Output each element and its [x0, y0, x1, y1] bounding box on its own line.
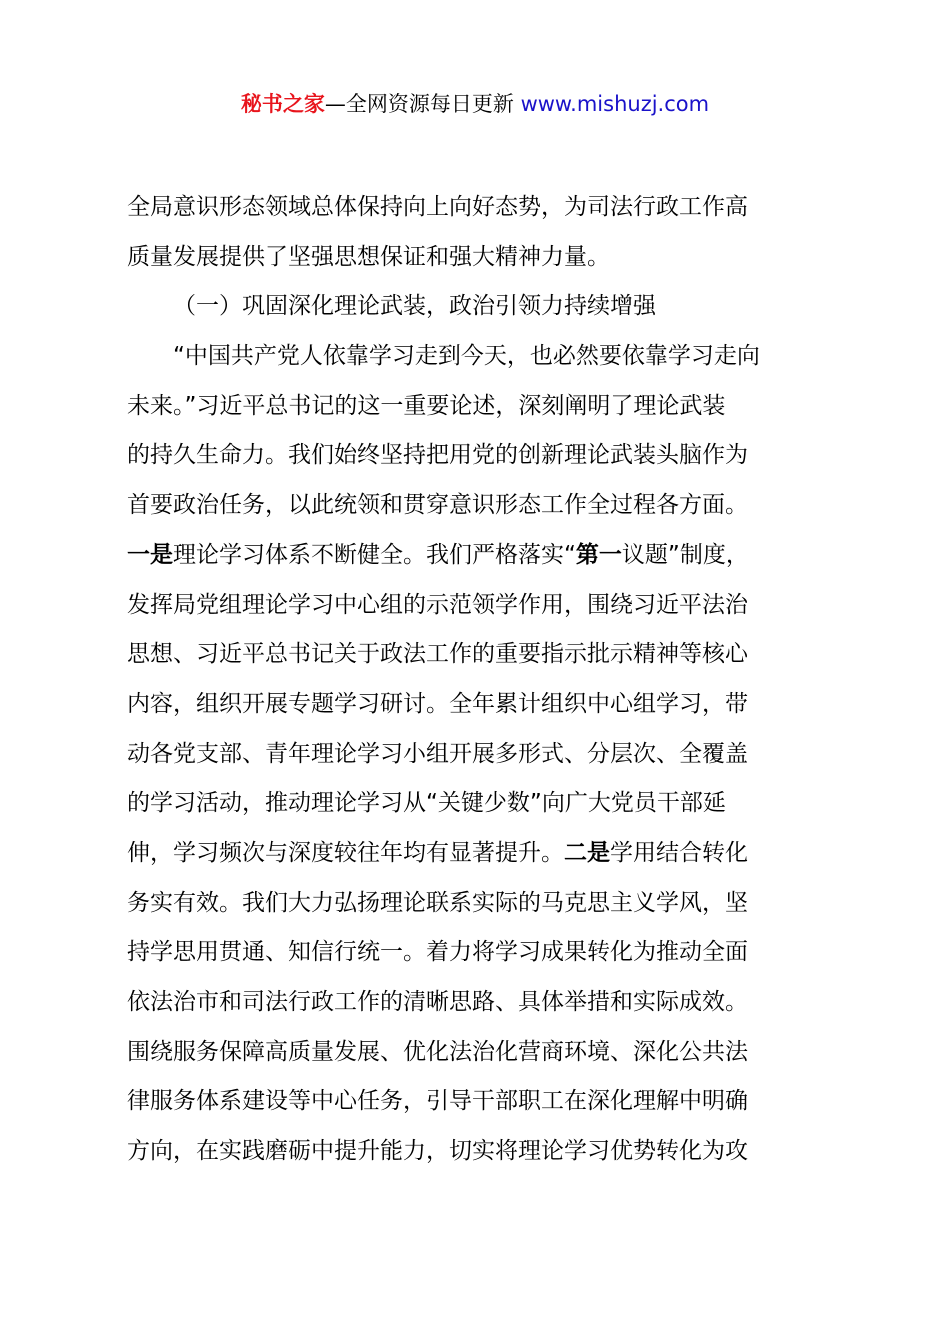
bold-marker: 一是: [127, 541, 173, 568]
text-line: 发挥局党组理论学习中心组的示范领学作用，围绕习近平法治: [127, 591, 748, 618]
text-span: 伸，学习频次与深度较往年均有显著提升。: [127, 839, 564, 866]
text-line: 内容，组织开展专题学习研讨。全年累计组织中心组学习，带: [127, 690, 748, 717]
text-line: 质量发展提供了坚强思想保证和强大精神力量。: [127, 243, 610, 270]
text-span: 理论学习体系不断健全。我们严格落实“: [173, 541, 576, 568]
header-tagline: —全网资源每日更新: [324, 92, 514, 116]
text-line: 未来。”习近平总书记的这一重要论述，深刻阐明了理论武装: [127, 392, 726, 419]
text-span: 学用结合转化: [610, 839, 748, 866]
text-line: [127, 531, 867, 581]
text-line: “中国共产党人依靠学习走到今天，也必然要依靠学习走向: [173, 343, 760, 370]
text-line: 首要政治任务，以此统领和贯穿意识形态工作全过程各方面。: [127, 492, 748, 519]
text-line: 持学思用贯通、知信行统一。着力将学习成果转化为推动全面: [127, 939, 748, 966]
text-line: 动各党支部、青年理论学习小组开展多形式、分层次、全覆盖: [127, 740, 748, 767]
text-line: 方向，在实践磨砺中提升能力，切实将理论学习优势转化为攻: [127, 1138, 748, 1165]
brand-name: 秘书之家: [240, 92, 325, 116]
text-line: 的学习活动，推动理论学习从“关键少数”向广大党员干部延: [127, 790, 726, 817]
text-line: 围绕服务保障高质量发展、优化法治化营商环境、深化公共法: [127, 1038, 748, 1065]
bold-marker: 二是: [564, 839, 610, 866]
text-line: 的持久生命力。我们始终坚持把用党的创新理论武装头脑作为: [127, 442, 748, 469]
text-line: 律服务体系建设等中心任务，引导干部职工在深化理解中明确: [127, 1088, 748, 1115]
text-line: 全局意识形态领域总体保持向上向好态势，为司法行政工作高: [127, 194, 748, 220]
section-heading: （一）巩固深化理论武装，政治引领力持续增强: [173, 293, 656, 320]
bold-marker: 第一: [575, 541, 622, 568]
text-line: 思想、习近平总书记关于政法工作的重要指示批示精神等核心: [127, 641, 748, 668]
text-line: 依法治市和司法行政工作的清晰思路、具体举措和实际成效。: [127, 989, 748, 1015]
document-body: [127, 183, 867, 1177]
site-header: [0, 86, 950, 122]
text-span: 议题”制度，: [621, 541, 749, 568]
text-line: [127, 829, 867, 879]
website-link[interactable]: www.mishuzj.com: [520, 92, 710, 116]
text-line: 务实有效。我们大力弘扬理论联系实际的马克思主义学风，坚: [127, 889, 748, 916]
